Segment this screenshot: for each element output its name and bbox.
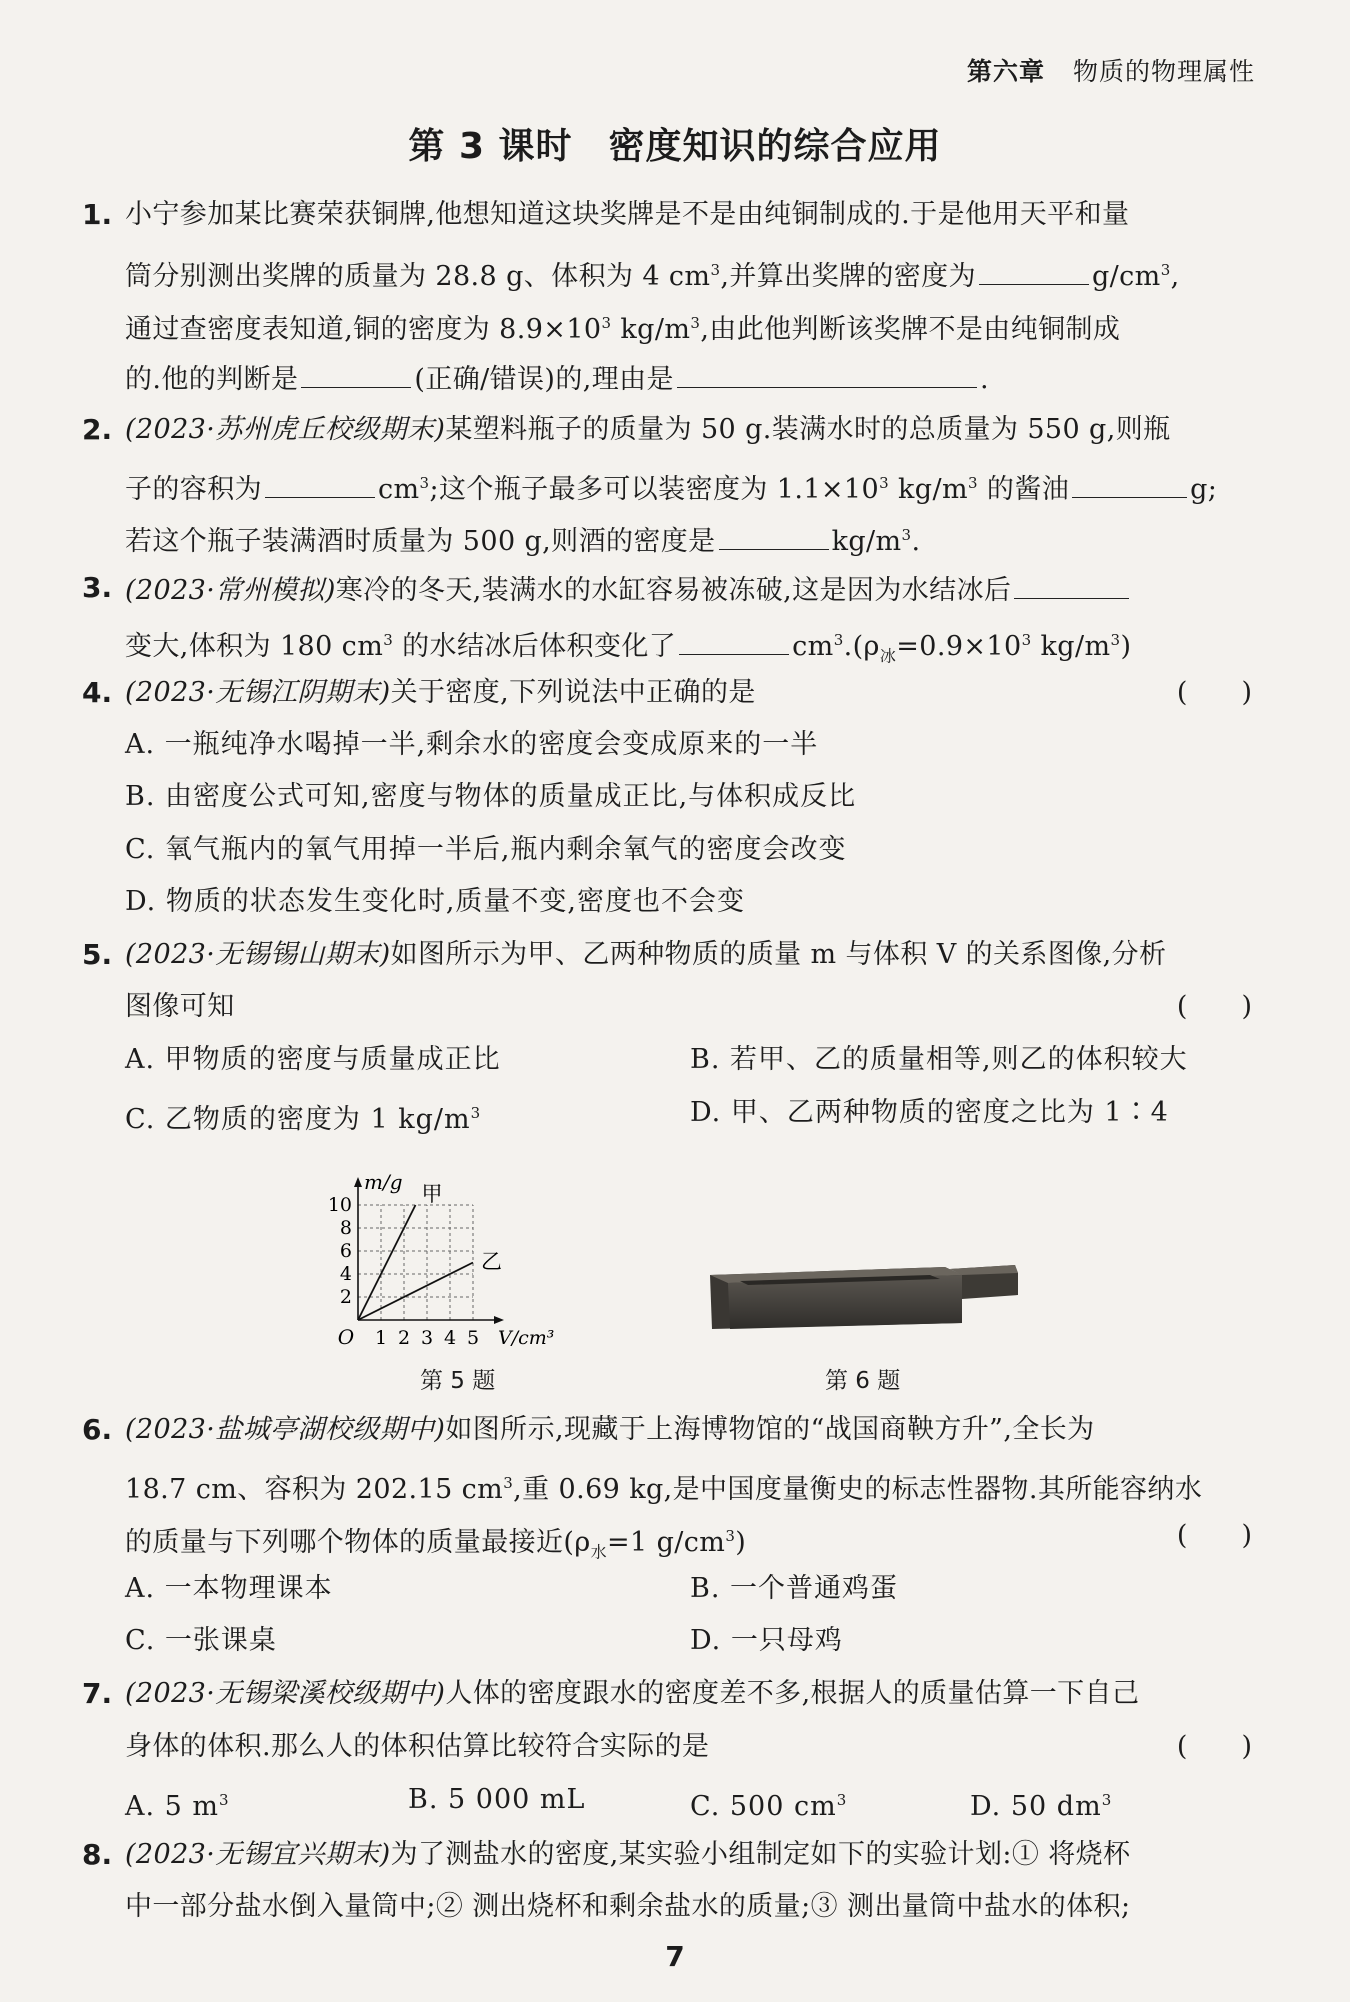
answer-parentheses[interactable]: ( ) xyxy=(1176,1731,1252,1762)
question-source: (2023·苏州虎丘校级期末) xyxy=(125,414,446,445)
question-number: 2. xyxy=(82,413,113,446)
answer-blank[interactable] xyxy=(979,254,1089,285)
q5-option-b[interactable]: B. 若甲、乙的质量相等,则乙的体积较大 xyxy=(690,1044,1188,1075)
q8-line-1: (2023·无锡宜兴期末)为了测盐水的密度,某实验小组制定如下的实验计划:① 将烧杯 xyxy=(125,1839,1131,1870)
q5-option-c[interactable]: C. 乙物质的密度为 1 $kg/m^3$ xyxy=(125,1104,482,1135)
q2-line-2: 子的容积为 $cm^3$;这个瓶子最多可以装密度为 $1.1\times 10^3$ $kg/m^3$ 的酱油 g; xyxy=(125,463,1217,510)
answer-parentheses[interactable]: ( ) xyxy=(1176,991,1252,1022)
answer-parentheses[interactable]: ( ) xyxy=(1176,677,1252,708)
y-tick-label: 8 xyxy=(339,1217,352,1239)
q7-option-b[interactable]: B. 5 000 mL xyxy=(408,1784,586,1815)
q8-line-2: 中一部分盐水倒入量筒中;② 测出烧杯和剩余盐水的质量;③ 测出量筒中盐水的体积; xyxy=(125,1891,1131,1922)
answer-blank[interactable] xyxy=(301,357,411,388)
y-tick-label: 2 xyxy=(339,1286,352,1308)
question-number: 4. xyxy=(82,676,113,709)
q6-option-a[interactable]: A. 一本物理课本 xyxy=(125,1573,333,1604)
q4-option-d[interactable]: D. 物质的状态发生变化时,质量不变,密度也不会变 xyxy=(125,886,746,917)
q7-option-c[interactable]: C. 500 $cm^3$ xyxy=(690,1791,848,1822)
y-tick-label: 10 xyxy=(327,1194,352,1216)
origin-label: O xyxy=(337,1325,355,1349)
question-number: 8. xyxy=(82,1838,113,1871)
q1-line-1: 小宁参加某比赛荣获铜牌,他想知道这块奖牌是不是由纯铜制成的.于是他用天平和量 xyxy=(125,199,1130,230)
series-label: 甲 xyxy=(421,1182,443,1206)
answer-blank[interactable] xyxy=(719,519,829,550)
figure-5-caption: 第 5 题 xyxy=(420,1368,496,1394)
q5-line-2: 图像可知 xyxy=(125,991,235,1022)
question-number: 1. xyxy=(82,198,113,231)
answer-blank[interactable] xyxy=(679,624,789,655)
y-tick-label: 4 xyxy=(339,1263,352,1285)
chapter-header xyxy=(967,52,1255,88)
answer-parentheses[interactable]: ( ) xyxy=(1176,1520,1252,1551)
page-number: 7 xyxy=(665,1940,685,1973)
x-axis-arrow xyxy=(494,1316,504,1324)
question-number: 7. xyxy=(82,1677,113,1710)
shang-yang-measure-image xyxy=(700,1245,1020,1335)
question-source: (2023·常州模拟) xyxy=(125,575,336,606)
q6-line-1: (2023·盐城亭湖校级期中)如图所示,现藏于上海博物馆的“战国商鞅方升”,全长为 xyxy=(125,1414,1095,1445)
q5-option-d[interactable]: D. 甲、乙两种物质的密度之比为 1∶4 xyxy=(690,1097,1169,1128)
q4-option-c[interactable]: C. 氧气瓶内的氧气用掉一半后,瓶内剩余氧气的密度会改变 xyxy=(125,834,847,865)
q6-line-2: 18.7 cm、容积为 202.15 $cm^3$,重 0.69 kg,是中国度量衡史的标志性器物.其所能容纳水 xyxy=(125,1474,1203,1505)
x-tick-label: 1 xyxy=(374,1327,388,1349)
x-tick-label: 4 xyxy=(443,1327,457,1349)
q4-option-b[interactable]: B. 由密度公式可知,密度与物体的质量成正比,与体积成反比 xyxy=(125,781,857,812)
q7-line-2: 身体的体积.那么人的体积估算比较符合实际的是 xyxy=(125,1731,710,1762)
answer-blank[interactable] xyxy=(1072,467,1187,498)
q1-line-4: 的.他的判断是 (正确/错误)的,理由是 . xyxy=(125,357,989,400)
q4-stem: (2023·无锡江阴期末)关于密度,下列说法中正确的是 xyxy=(125,677,756,708)
x-tick-label: 5 xyxy=(466,1327,480,1349)
x-axis-label: V/cm³ xyxy=(498,1327,555,1349)
chapter-number: 第六章 xyxy=(966,57,1045,86)
q1-line-3: 通过查密度表知道,铜的密度为 $8.9\times 10^3$ $kg/m^3$,由此他判断该奖牌不是由纯铜制成 xyxy=(125,314,1121,345)
q6-option-b[interactable]: B. 一个普通鸡蛋 xyxy=(690,1573,899,1604)
answer-blank[interactable] xyxy=(1014,568,1129,599)
chapter-title: 物质的物理属性 xyxy=(1072,57,1255,86)
mass-volume-chart xyxy=(320,1145,600,1360)
answer-blank[interactable] xyxy=(677,357,977,388)
q6-option-d[interactable]: D. 一只母鸡 xyxy=(690,1625,843,1656)
question-source: (2023·盐城亭湖校级期中) xyxy=(125,1414,446,1445)
q2-line-3: 若这个瓶子装满酒时质量为 500 g,则酒的密度是 $kg/m^3$. xyxy=(125,515,920,562)
q7-option-d[interactable]: D. 50 $dm^3$ xyxy=(970,1791,1113,1822)
x-tick-label: 2 xyxy=(397,1327,411,1349)
q5-option-a[interactable]: A. 甲物质的密度与质量成正比 xyxy=(125,1044,501,1075)
q6-option-c[interactable]: C. 一张课桌 xyxy=(125,1625,277,1656)
q2-line-1: (2023·苏州虎丘校级期末)某塑料瓶子的质量为 50 g.装满水时的总质量为 550 g,则瓶 xyxy=(125,414,1171,445)
lesson-number: 第 3 课时 xyxy=(408,126,573,167)
q7-option-a[interactable]: A. 5 $m^3$ xyxy=(125,1791,230,1822)
x-tick-label: 3 xyxy=(420,1327,434,1349)
q6-line-3: 的质量与下列哪个物体的质量最接近($\rho_水=1$ $g/cm^3$) xyxy=(125,1527,747,1562)
figure-6-caption: 第 6 题 xyxy=(825,1368,901,1394)
answer-blank[interactable] xyxy=(265,467,375,498)
q3-line-1: (2023·常州模拟)寒冷的冬天,装满水的水缸容易被冻破,这是因为水结冰后 xyxy=(125,568,1132,611)
question-source: (2023·无锡宜兴期末) xyxy=(125,1839,391,1870)
y-tick-label: 6 xyxy=(339,1240,352,1262)
question-number: 3. xyxy=(82,571,113,604)
lesson-title xyxy=(0,118,1350,169)
question-source: (2023·无锡江阴期末) xyxy=(125,677,391,708)
q7-line-1: (2023·无锡梁溪校级期中)人体的密度跟水的密度差不多,根据人的质量估算一下自己 xyxy=(125,1678,1140,1709)
q3-line-2: 变大,体积为 180 $cm^3$ 的水结冰后体积变化了 $cm^3.(\rho_冰=0.9\times 10^3$ $kg/m^3$) xyxy=(125,620,1131,676)
question-source: (2023·无锡梁溪校级期中) xyxy=(125,1678,446,1709)
y-axis-arrow xyxy=(354,1177,362,1187)
q1-line-2: 筒分别测出奖牌的质量为 28.8 g、体积为 4 $cm^3$,并算出奖牌的密度为 $g/cm^3$, xyxy=(125,250,1180,297)
question-number: 6. xyxy=(82,1413,113,1446)
lesson-topic: 密度知识的综合应用 xyxy=(608,126,942,167)
q5-line-1: (2023·无锡锡山期末)如图所示为甲、乙两种物质的质量 m 与体积 V 的关系图像,分析 xyxy=(125,939,1167,970)
series-label: 乙 xyxy=(481,1249,502,1274)
series-line-0 xyxy=(358,1205,416,1320)
series-line-1 xyxy=(358,1263,473,1321)
y-axis-label: m/g xyxy=(364,1170,403,1194)
question-number: 5. xyxy=(82,938,113,971)
question-source: (2023·无锡锡山期末) xyxy=(125,939,391,970)
q4-option-a[interactable]: A. 一瓶纯净水喝掉一半,剩余水的密度会变成原来的一半 xyxy=(125,729,819,760)
